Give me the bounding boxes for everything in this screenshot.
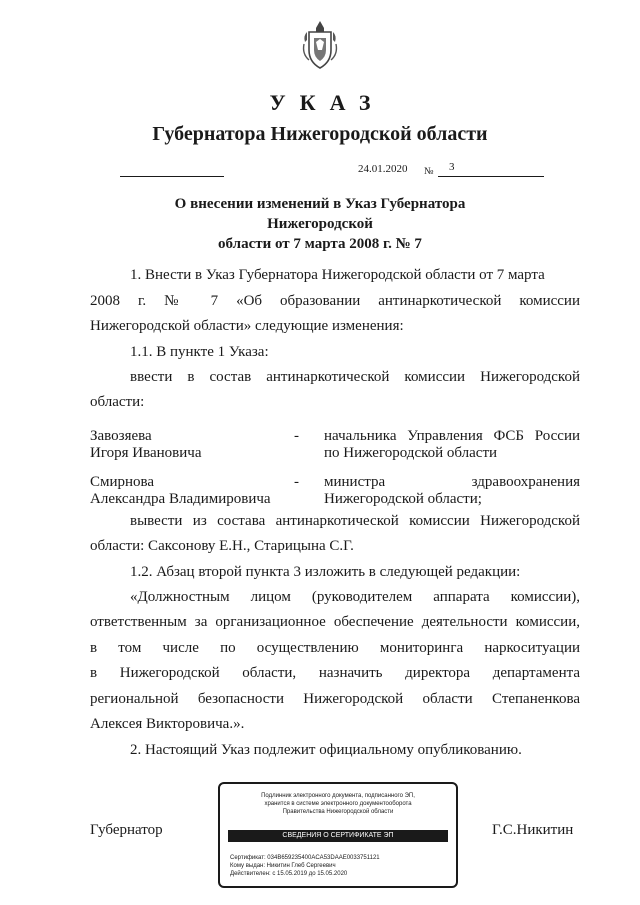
member-role: Нижегородской области; <box>324 491 482 507</box>
issuer-heading: Губернатора Нижегородской области <box>152 123 488 145</box>
paragraph-line: 1.2. Абзац второй пункта 3 изложить в следующей редакции: <box>130 564 521 580</box>
certificate-owner: Кому выдан: Никитин Глеб Сергеевич <box>230 863 336 869</box>
member-role: министра здравоохранения <box>324 474 580 490</box>
stamp-notice <box>220 792 456 816</box>
stamp-notice-line: хранится в системе электронного документооборота <box>264 801 412 807</box>
paragraph-line: Нижегородской области» следующие изменения: <box>90 318 404 334</box>
paragraph-line: в том числе по осуществлению мониторинга наркоситуации <box>90 640 580 656</box>
member-dash: - <box>294 474 299 490</box>
document-subject <box>120 194 520 254</box>
signatory-position: Губернатор <box>90 822 163 838</box>
paragraph-line: области: Саксонову Е.Н., Старицына С.Г. <box>90 538 354 554</box>
paragraph-line: ответственным за организационное обеспечение деятельности комиссии, <box>90 614 580 630</box>
certificate-validity: Действителен: с 15.05.2019 до 15.05.2020 <box>230 871 348 877</box>
stamp-notice-line: Правительства Нижегородской области <box>282 809 394 815</box>
number-underline <box>438 176 544 177</box>
member-surname: Завозяева <box>90 428 152 444</box>
coat-of-arms-emblem <box>301 20 339 70</box>
paragraph-line: 2. Настоящий Указ подлежит официальному опубликованию. <box>130 742 522 758</box>
number-label: № <box>424 166 434 177</box>
document-number: 3 <box>449 161 455 173</box>
document-date: 24.01.2020 <box>358 163 408 175</box>
paragraph-line: в Нижегородской области, назначить директора департамента <box>90 665 580 681</box>
paragraph-line: области: <box>90 394 145 410</box>
electronic-signature-stamp <box>218 782 458 888</box>
paragraph-line: 1.1. В пункте 1 Указа: <box>130 344 269 360</box>
document-type-heading: УКАЗ <box>269 90 385 115</box>
stamp-notice-line: Подлинник электронного документа, подписанного ЭП, <box>261 793 415 799</box>
signatory-name: Г.С.Никитин <box>492 822 574 838</box>
paragraph-line: 2008 г. № 7 «Об образовании антинаркотической комиссии <box>90 293 580 309</box>
paragraph-line: 1. Внести в Указ Губернатора Нижегородской области от 7 марта <box>130 267 545 283</box>
member-role: начальника Управления ФСБ России <box>324 428 580 444</box>
member-role: по Нижегородской области <box>324 445 498 461</box>
paragraph-line: «Должностным лицом (руководителем аппарата комиссии), <box>130 589 580 605</box>
member-surname: Смирнова <box>90 474 155 490</box>
paragraph-line: вывести из состава антинаркотической комиссии Нижегородской <box>130 513 580 529</box>
member-given-name: Александра Владимировича <box>90 491 271 507</box>
member-dash: - <box>294 428 299 444</box>
date-blank-left <box>120 176 224 177</box>
subject-line: области от 7 марта 2008 г. № 7 <box>218 236 422 252</box>
certificate-number: Сертификат: 034B659235400ACA53DAAE0033751121 <box>230 855 380 861</box>
member-given-name: Игоря Ивановича <box>90 445 202 461</box>
certificate-title: СВЕДЕНИЯ О СЕРТИФИКАТЕ ЭП <box>228 830 448 842</box>
subject-line: О внесении изменений в Указ Губернатора Нижегородской <box>174 196 466 232</box>
paragraph-line: Алексея Викторовича.». <box>90 716 245 732</box>
paragraph-line: региональной безопасности Нижегородской области Степаненкова <box>90 691 580 707</box>
paragraph-line: ввести в состав антинаркотической комиссии Нижегородской <box>130 369 580 385</box>
